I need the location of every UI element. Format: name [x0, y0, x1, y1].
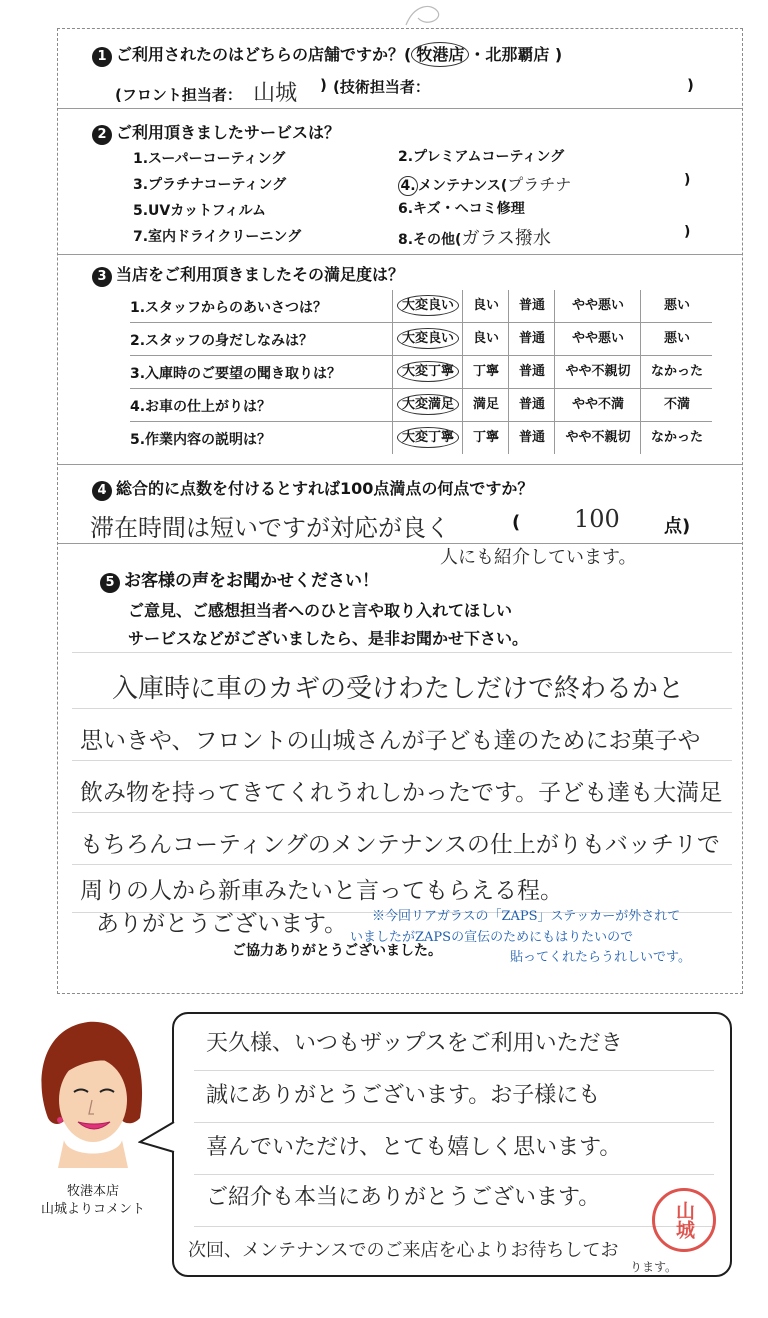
customer-voice-line: もちろんコーティングのメンテナンスの仕上がりもバッチリで [80, 832, 720, 858]
customer-voice-line: ありがとうございます。 [96, 911, 348, 937]
q4-question-row [92, 476, 533, 501]
ruled-line [72, 652, 732, 653]
option-selected: 大変丁寧 [397, 361, 459, 382]
option-cell: 丁寧 [462, 422, 509, 454]
q4-comment: 滞在時間は短いですが対応が良く [90, 514, 450, 542]
ruled-line [194, 1122, 714, 1123]
name-stamp: 山城 [652, 1188, 716, 1252]
other-close: ) [684, 224, 691, 240]
option-cell: なかった [640, 356, 713, 388]
customer-voice-line: 飲み物を持ってきてくれうれしかったです。子ども達も大満足 [80, 780, 723, 806]
front-close: ) [320, 76, 327, 94]
ruled-line [72, 708, 732, 709]
staff-comment-line: 次回、メンテナンスでのご来店を心よりお待ちしてお [188, 1240, 619, 1261]
staff-from: 山城よりコメント [40, 1202, 145, 1217]
maintenance-close: ) [684, 172, 691, 188]
service-selected-number: 4. [398, 176, 418, 196]
maintenance-value: プラチナ [507, 175, 572, 194]
option-cell: 良い [462, 323, 509, 355]
other-value: ガラス撥水 [461, 228, 551, 249]
option-cell [392, 356, 463, 388]
customer-voice-line: 入庫時に車のカギの受けわたしだけで終わるかと [112, 674, 685, 704]
q5-question: お客様の声をお聞かせください！ [124, 571, 379, 591]
option-cell: やや不親切 [554, 356, 641, 388]
table-row [130, 290, 712, 323]
q5-note: ご意見、ご感想担当者へのひと言や取り入れてほしい [128, 601, 513, 620]
top-scribble [396, 0, 456, 28]
service-item: 6.キズ・ヘコミ修理 [398, 201, 525, 217]
option-cell: 丁寧 [462, 356, 509, 388]
service-item: 5.UVカットフィルム [133, 203, 267, 219]
option-cell: やや悪い [554, 290, 641, 322]
row-question: 4.お車の仕上がりは？ [130, 399, 272, 415]
q1-store-other: ・北那覇店 ) [469, 45, 563, 64]
option-cell: 普通 [508, 389, 555, 421]
ruled-line [72, 864, 732, 865]
q1-question-row [92, 42, 562, 67]
divider [58, 254, 742, 255]
option-cell: 普通 [508, 356, 555, 388]
table-row [130, 389, 712, 422]
option-cell [392, 290, 463, 322]
divider [58, 543, 742, 544]
option-cell: 普通 [508, 323, 555, 355]
q3-question-row [92, 262, 404, 287]
option-cell [392, 422, 463, 454]
q3-question: 当店をご利用頂きましたその満足度は？ [116, 265, 405, 284]
service-label: メンテナンス( [418, 178, 508, 194]
service-item-maintenance [398, 172, 571, 196]
service-item: 3.プラチナコーティング [133, 177, 287, 193]
front-value: 山城 [253, 81, 298, 106]
q5-question-row [100, 566, 379, 593]
customer-voice-line: 思いきや、フロントの山城さんが子ども達のためにお菓子や [80, 728, 701, 754]
service-item: 7.室内ドライクリーニング [133, 229, 302, 245]
staff-comment-line: ります。 [630, 1260, 678, 1274]
option-cell: 普通 [508, 290, 555, 322]
option-cell: なかった [640, 422, 713, 454]
service-item-other [398, 224, 551, 250]
option-cell: やや悪い [554, 323, 641, 355]
ruled-line [72, 812, 732, 813]
q1-staff-row [115, 76, 705, 107]
ruled-line [72, 760, 732, 761]
table-row [130, 356, 712, 389]
ruled-line [194, 1226, 714, 1227]
staff-comment-line: 天久様、いつもザップスをご利用いただき [206, 1031, 623, 1056]
staff-comment-line: ご紹介も本当にありがとうございます。 [206, 1185, 601, 1210]
score-unit: 点) [664, 516, 691, 537]
ps-note: 貼ってくれたらうれしいです。 [510, 950, 691, 965]
q5-number-badge: 5 [100, 573, 120, 593]
bubble-tail [138, 1118, 176, 1158]
option-selected: 大変良い [397, 295, 459, 316]
divider [58, 108, 742, 109]
ps-note: ※今回リアガラスの「ZAPS」ステッカーが外されて [372, 909, 681, 924]
staff-store: 牧港本店 [66, 1184, 119, 1199]
option-cell: 悪い [640, 323, 713, 355]
ruled-line [194, 1174, 714, 1175]
q4-number-badge: 4 [92, 481, 112, 501]
row-question: 3.入庫時のご要望の聞き取りは？ [130, 366, 342, 382]
option-selected: 大変良い [397, 328, 459, 349]
score-open: ( [512, 512, 521, 533]
tech-label: (技術担当者： [333, 78, 430, 96]
option-cell: 不満 [640, 389, 713, 421]
satisfaction-table [130, 290, 712, 454]
q5-note: サービスなどがございましたら、是非お聞かせ下さい。 [128, 629, 529, 648]
row-question: 5.作業内容の説明は？ [130, 432, 272, 448]
option-selected: 大変丁寧 [397, 427, 459, 448]
customer-voice-line: 周りの人から新車みたいと言ってもらえる程。 [80, 878, 563, 904]
row-question: 1.スタッフからのあいさつは？ [130, 300, 328, 316]
q1-store-selected: 牧港店 [411, 42, 469, 67]
q2-number-badge: 2 [92, 125, 112, 145]
staff-comment-line: 喜んでいただけ、とても嬉しく思います。 [206, 1135, 622, 1160]
option-cell: 満足 [462, 389, 509, 421]
option-cell: 悪い [640, 290, 713, 322]
row-question: 2.スタッフの身だしなみは？ [130, 333, 314, 349]
front-label: (フロント担当者： [115, 86, 242, 104]
service-label: 8.その他( [398, 232, 462, 248]
q2-question-row [92, 120, 340, 145]
score-value: 100 [574, 505, 620, 533]
option-cell: 普通 [508, 422, 555, 454]
option-cell: 良い [462, 290, 509, 322]
q3-number-badge: 3 [92, 267, 112, 287]
thanks-text: ご協力ありがとうございました。 [232, 943, 442, 959]
divider [58, 464, 742, 465]
service-item: 2.プレミアムコーティング [398, 149, 565, 165]
ruled-line [194, 1070, 714, 1071]
service-item: 1.スーパーコーティング [133, 151, 286, 167]
option-cell [392, 389, 463, 421]
option-cell [392, 323, 463, 355]
table-row [130, 422, 712, 454]
q4-question: 総合的に点数を付けるとすれば100点満点の何点ですか？ [116, 479, 534, 498]
q1-number-badge: 1 [92, 47, 112, 67]
ps-note: いましたがZAPSの宣伝のためにもはりたいので [350, 930, 634, 945]
table-row [130, 323, 712, 356]
q4-comment-continued: 人にも紹介しています。 [440, 547, 637, 568]
option-selected: 大変満足 [397, 394, 459, 415]
q2-question: ご利用頂きましたサービスは？ [116, 123, 341, 142]
option-cell: やや不親切 [554, 422, 641, 454]
q1-question: ご利用されたのはどちらの店舗ですか？( [116, 45, 412, 64]
tech-close: ) [687, 76, 694, 94]
option-cell: やや不満 [554, 389, 641, 421]
staff-comment-line: 誠にありがとうございます。お子様にも [206, 1083, 601, 1108]
